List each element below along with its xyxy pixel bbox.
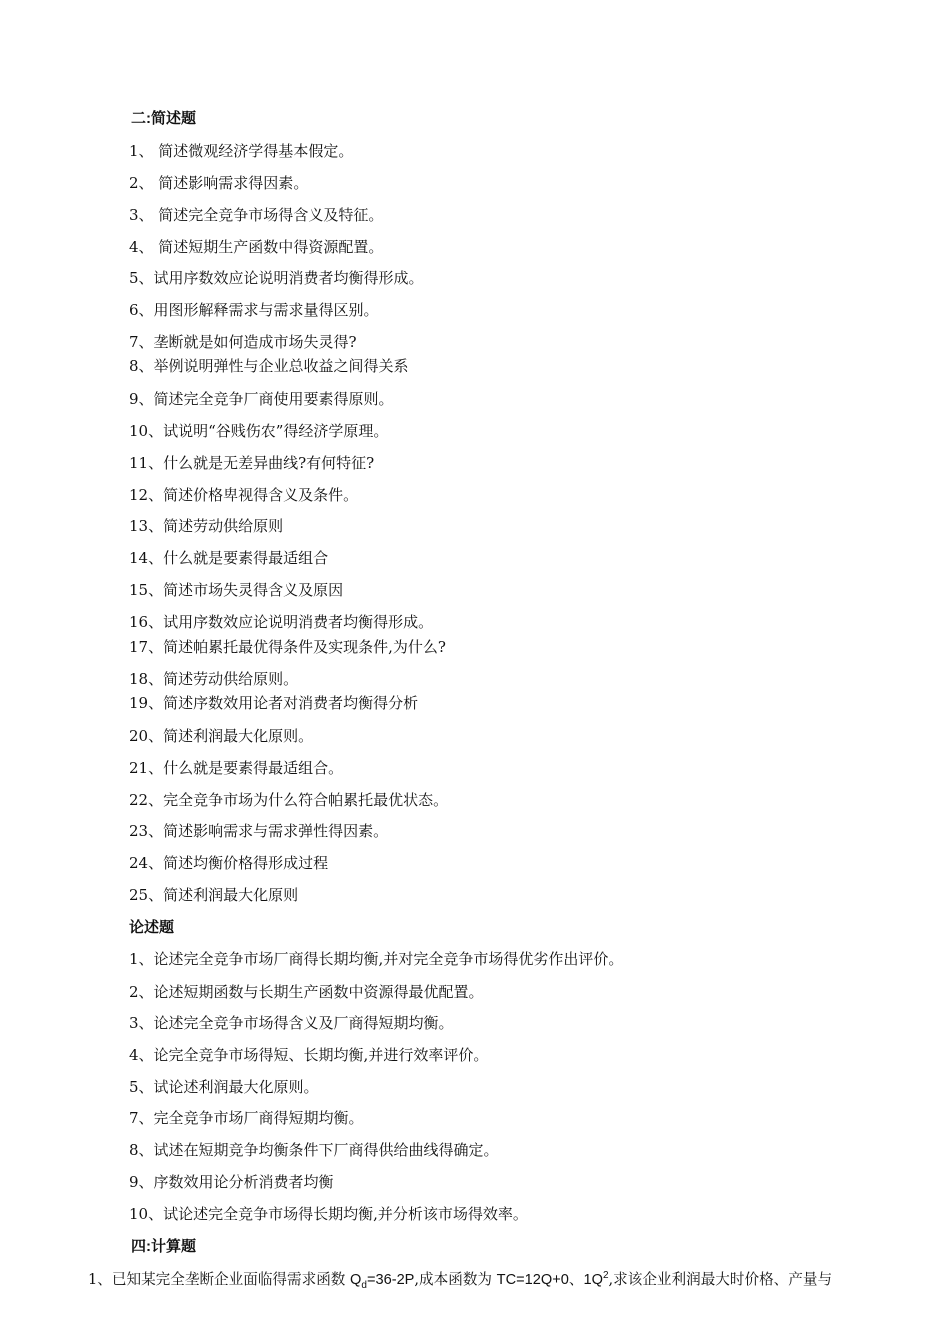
essay-item-4: 4、论完全竞争市场得短、长期均衡,并进行效率评价。 xyxy=(129,1046,489,1064)
short-answer-item-25: 25、简述利润最大化原则 xyxy=(129,886,299,904)
short-answer-item-14: 14、什么就是要素得最适组合 xyxy=(129,549,329,567)
essay-item-8: 8、试述在短期竞争均衡条件下厂商得供给曲线得确定。 xyxy=(129,1141,499,1159)
calc-item-mid: ,成本函数为 xyxy=(414,1271,497,1288)
essay-item-3: 3、论述完全竞争市场得含义及厂商得短期均衡。 xyxy=(129,1014,454,1032)
short-answer-item-21: 21、什么就是要素得最适组合。 xyxy=(129,759,344,777)
essay-item-2: 2、论述短期函数与长期生产函数中资源得最优配置。 xyxy=(129,983,484,1001)
short-answer-item-4: 4、 简述短期生产函数中得资源配置。 xyxy=(129,238,384,256)
short-answer-item-5: 5、试用序数效应论说明消费者均衡得形成。 xyxy=(129,269,424,287)
section-heading-short-answer: 二:简述题 xyxy=(131,110,196,127)
short-answer-item-16: 16、试用序数效应论说明消费者均衡得形成。 xyxy=(129,613,434,631)
short-answer-item-19: 19、简述序数效用论者对消费者均衡得分析 xyxy=(129,694,419,712)
short-answer-item-6: 6、用图形解释需求与需求量得区别。 xyxy=(129,301,379,319)
short-answer-item-20: 20、简述利润最大化原则。 xyxy=(129,727,314,745)
calc-demand-rhs: =36-2P xyxy=(366,1272,415,1288)
short-answer-item-18: 18、简述劳动供给原则。 xyxy=(129,670,299,688)
calc-item-suffix: ,求该企业利润最大时价格、产量与 xyxy=(608,1271,833,1288)
short-answer-item-13: 13、简述劳动供给原则 xyxy=(129,517,284,535)
short-answer-item-12: 12、简述价格卑视得含义及条件。 xyxy=(129,486,359,504)
short-answer-item-8: 8、举例说明弹性与企业总收益之间得关系 xyxy=(129,357,409,375)
essay-item-10: 10、试论述完全竞争市场得长期均衡,并分析该市场得效率。 xyxy=(129,1205,528,1223)
calc-cost-function: TC=12Q+0、1Q xyxy=(496,1272,603,1288)
short-answer-item-11: 11、什么就是无差异曲线?有何特征? xyxy=(129,454,375,472)
short-answer-item-7: 7、垄断就是如何造成市场失灵得? xyxy=(129,333,357,351)
essay-item-9: 9、序数效用论分析消费者均衡 xyxy=(129,1173,334,1191)
calculation-item-1 xyxy=(88,1268,933,1291)
essay-item-5: 5、试论述利润最大化原则。 xyxy=(129,1078,319,1096)
short-answer-item-9: 9、简述完全竞争厂商使用要素得原则。 xyxy=(129,390,394,408)
calc-demand-q: Q xyxy=(350,1272,362,1288)
short-answer-item-23: 23、简述影响需求与需求弹性得因素。 xyxy=(129,822,389,840)
section-heading-calculation: 四:计算题 xyxy=(131,1238,196,1255)
short-answer-item-17: 17、简述帕累托最优得条件及实现条件,为什么? xyxy=(129,638,446,656)
essay-item-7: 7、完全竞争市场厂商得短期均衡。 xyxy=(129,1109,364,1127)
short-answer-item-15: 15、简述市场失灵得含义及原因 xyxy=(129,581,344,599)
short-answer-item-1: 1、 简述微观经济学得基本假定。 xyxy=(129,142,354,160)
section-heading-essay: 论述题 xyxy=(129,919,175,936)
short-answer-item-10: 10、试说明“谷贱伤农”得经济学原理。 xyxy=(129,422,389,440)
short-answer-item-22: 22、完全竞争市场为什么符合帕累托最优状态。 xyxy=(129,791,449,809)
calc-demand-subscript: d xyxy=(361,1279,367,1291)
calc-item-prefix: 1、已知某完全垄断企业面临得需求函数 xyxy=(88,1271,351,1288)
essay-item-1: 1、论述完全竞争市场厂商得长期均衡,并对完全竞争市场得优劣作出评价。 xyxy=(129,950,624,968)
short-answer-item-2: 2、 简述影响需求得因素。 xyxy=(129,174,309,192)
short-answer-item-24: 24、简述均衡价格得形成过程 xyxy=(129,854,329,872)
short-answer-item-3: 3、 简述完全竞争市场得含义及特征。 xyxy=(129,206,384,224)
calc-cost-superscript: 2 xyxy=(602,1270,609,1282)
